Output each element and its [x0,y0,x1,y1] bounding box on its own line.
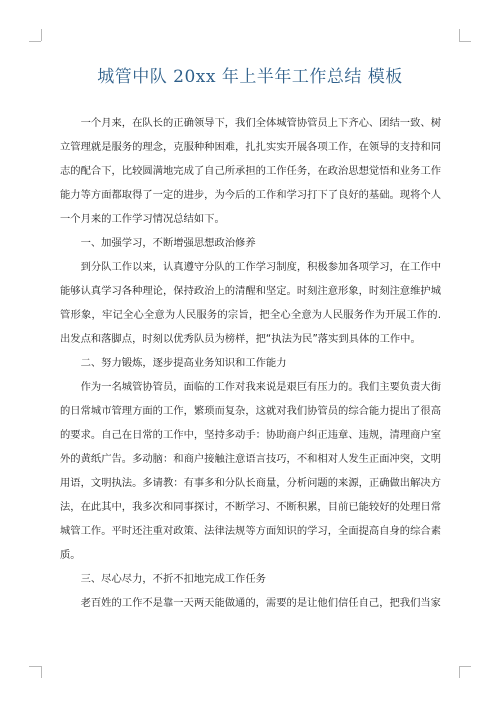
crop-mark-top-right [459,29,460,41]
section-heading-2: 二、努力锻炼，逐步提高业务知识和工作能力 [80,357,287,369]
section-2-paragraph: 作为一名城管协管员，面临的工作对我来说是艰巨有压力的。我们主要负责大街的日常城市管理方面的工作，繁琐而复杂，这就对我们协管员的综合能力提出了很高的要求。自己在日常的工作中，坚持多动手：协助商户纠正违章、违规，清理商户室外的黄纸广告。多动脑：和商户接触注意语言技巧，不和相对人发生正面冲突，文明用语，文明执法。多请教：有事多和分队长商量，分析问题的来源，正确做出解决方法，在此其中，我多次和同事探讨，不断学习、不断积累，目前已能较好的处理日常城管工作。平时还注重对政策、法律法规等方面知识的学习，全面提高自身的综合素质。 [60,381,441,561]
section-1-paragraph: 到分队工作以来，认真遵守分队的工作学习制度，积极参加各项学习，在工作中能够认真学习各种理论，保持政治上的清醒和坚定。时刻注意形象，时刻注意维护城管形象，牢记全心全意为人民服务的宗旨，把全心全意为人民服务作为开展工作的.出发点和落脚点，时刻以优秀队员为榜样，把“执法为民”落实到具体的工作中。 [60,261,441,345]
crop-mark-bottom-left [41,666,42,678]
document-body [60,111,441,615]
section-3-paragraph: 老百姓的工作不是靠一天两天能做通的，需要的是让他们信任自己，把我们当家 [80,597,441,609]
crop-mark-bottom-right [459,666,471,667]
section-heading-3: 三、尽心尽力，不折不扣地完成工作任务 [80,573,266,585]
crop-mark-top-left [41,29,42,41]
crop-mark-top-right [459,41,471,42]
crop-mark-top-left [29,41,41,42]
crop-mark-bottom-right [459,666,460,678]
intro-paragraph: 一个月来，在队长的正确领导下，我们全体城管协管员上下齐心、团结一致、树立管理就是服务的理念，克服种种困难，扎扎实实开展各项工作，在领导的支持和同志的配合下，比较圆满地完成了自己所承担的工作任务，在政治思想觉悟和业务工作能力等方面都取得了一定的进步，为今后的工作和学习打下了良好的基础。现将个人一个月来的工作学习情况总结如下。 [60,117,441,225]
crop-mark-bottom-left [29,666,41,667]
document-title: 城管中队 20xx 年上半年工作总结 模板 [97,67,403,87]
section-heading-1: 一、加强学习，不断增强思想政治修养 [80,237,256,249]
